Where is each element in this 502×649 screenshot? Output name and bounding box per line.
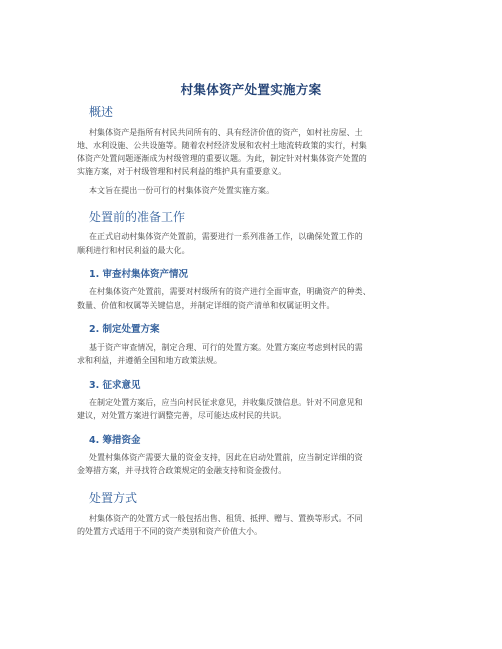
- subsection-heading-funding: 4. 筹措资金: [89, 435, 141, 446]
- feedback-line-2: 建议，对处置方案进行调整完善，尽可能达成村民的共识。: [77, 411, 287, 420]
- review-line-1: 在村集体资产处置前，需要对村级所有的资产进行全面审查，明确资产的种类、: [89, 287, 371, 296]
- review-line-2: 数量、价值和权属等关键信息，并制定详细的资产清单和权属证明文件。: [77, 301, 335, 310]
- overview-p2-line-1: 本文旨在提出一份可行的村集体资产处置实施方案。: [89, 186, 275, 195]
- preparation-p1-line-1: 在正式启动村集体资产处置前，需要进行一系列准备工作，以确保处置工作的: [89, 232, 363, 241]
- overview-p1-line-4: 实施方案，对于村级管理和村民利益的维护具有重要意义。: [77, 167, 287, 176]
- section-heading-methods: 处置方式: [89, 491, 138, 505]
- subsection-heading-review: 1. 审查村集体资产情况: [89, 269, 189, 280]
- methods-p1-line-1: 村集体资产的处置方式一般包括出售、租赁、抵押、赠与、置换等形式。不同: [89, 514, 363, 523]
- overview-p1-line-2: 地、水利设施、公共设施等。随着农村经济发展和农村土地流转政策的实行，村集: [77, 141, 367, 150]
- subsection-heading-feedback: 3. 征求意见: [89, 380, 141, 391]
- preparation-p1-line-2: 顺利进行和村民利益的最大化。: [77, 246, 190, 255]
- subsection-heading-plan: 2. 制定处置方案: [89, 324, 160, 335]
- overview-p1-line-1: 村集体资产是指所有村民共同所有的、具有经济价值的资产，如村社房屋、土: [89, 128, 363, 137]
- methods-p1-line-2: 的处置方式适用于不同的资产类别和资产价值大小。: [77, 527, 263, 536]
- plan-line-1: 基于资产审查情况，制定合理、可行的处置方案。处置方案应考虑到村民的需: [89, 343, 363, 352]
- funding-line-1: 处置村集体资产需要大量的资金支持，因此在启动处置前，应当制定详细的资: [89, 453, 363, 462]
- document-title: 村集体资产处置实施方案: [180, 82, 322, 97]
- plan-line-2: 求和利益，并遵循全国和地方政策法规。: [77, 356, 222, 365]
- section-heading-overview: 概述: [89, 105, 114, 119]
- overview-p1-line-3: 体资产处置问题逐渐成为村级管理的重要议题。为此，制定针对村集体资产处置的: [77, 154, 367, 163]
- funding-line-2: 金筹措方案，并寻找符合政策规定的金融支持和资金拨付。: [77, 466, 287, 475]
- section-heading-preparation: 处置前的准备工作: [89, 210, 186, 224]
- feedback-line-1: 在制定处置方案后，应当向村民征求意见，并收集反馈信息。针对不同意见和: [89, 398, 363, 407]
